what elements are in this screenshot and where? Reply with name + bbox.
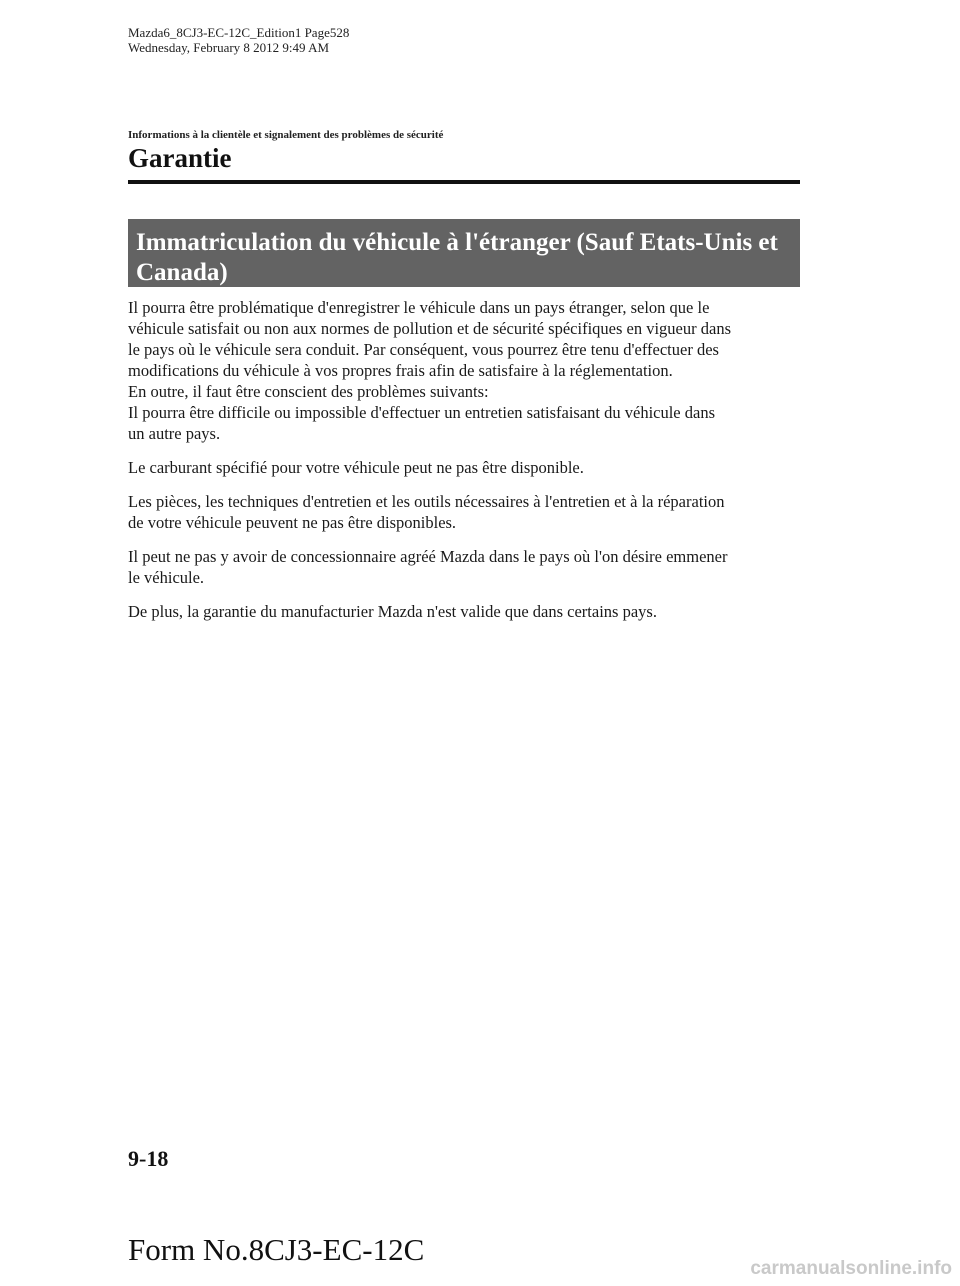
text-line: Le carburant spécifié pour votre véhicule peut ne pas être disponible. bbox=[128, 458, 584, 477]
print-metadata bbox=[128, 25, 349, 55]
print-meta-line: Mazda6_8CJ3-EC-12C_Edition1 Page528 bbox=[128, 25, 350, 40]
text-line: modifications du véhicule à vos propres frais afin de satisfaire à la réglementation. bbox=[128, 361, 673, 380]
watermark: carmanualsonline.info bbox=[750, 1258, 952, 1279]
page-number: 9-18 bbox=[128, 1146, 169, 1171]
text-line: le véhicule. bbox=[128, 568, 205, 587]
page-title: Garantie bbox=[128, 143, 232, 173]
paragraph bbox=[128, 457, 808, 478]
form-number: Form No.8CJ3-EC-12C bbox=[128, 1232, 425, 1267]
text-line: Il pourra être difficile ou impossible d'effectuer un entretien satisfaisant du véhicule dans bbox=[128, 403, 715, 422]
paragraph bbox=[128, 546, 808, 588]
breadcrumb: Informations à la clientèle et signalement des problèmes de sécurité bbox=[128, 129, 444, 141]
text-line: De plus, la garantie du manufacturier Mazda n'est valide que dans certains pays. bbox=[128, 602, 657, 621]
text-line: un autre pays. bbox=[128, 424, 221, 443]
paragraph bbox=[128, 297, 808, 444]
section-heading-line: Canada) bbox=[136, 259, 228, 286]
paragraph bbox=[128, 601, 808, 622]
text-line: véhicule satisfait ou non aux normes de pollution et de sécurité spécifiques en vigueur dans bbox=[128, 319, 731, 338]
title-divider bbox=[128, 180, 800, 184]
text-line: Les pièces, les techniques d'entretien et les outils nécessaires à l'entretien et à la réparation bbox=[128, 492, 725, 511]
print-meta-line: Wednesday, February 8 2012 9:49 AM bbox=[128, 40, 330, 55]
text-line: le pays où le véhicule sera conduit. Par conséquent, vous pourrez être tenu d'effectuer des bbox=[128, 340, 719, 359]
section-heading-line: Immatriculation du véhicule à l'étranger (Sauf Etats-Unis et bbox=[136, 229, 778, 256]
text-line: Il pourra être problématique d'enregistrer le véhicule dans un pays étranger, selon que le bbox=[128, 298, 710, 317]
text-line: Il peut ne pas y avoir de concessionnaire agréé Mazda dans le pays où l'on désire emmener bbox=[128, 547, 728, 566]
section-heading bbox=[128, 219, 800, 287]
text-line: de votre véhicule peuvent ne pas être disponibles. bbox=[128, 513, 457, 532]
body-text bbox=[128, 297, 808, 622]
text-line: En outre, il faut être conscient des problèmes suivants: bbox=[128, 382, 489, 401]
paragraph bbox=[128, 491, 808, 533]
